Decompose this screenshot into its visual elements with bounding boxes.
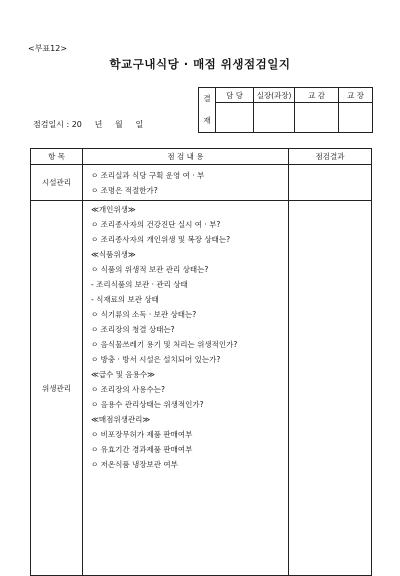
approval-header-manager: 실장(과장) [254, 88, 295, 103]
check-item: ㅇ 조리종사자의 건강진단 실시 여 · 부? [91, 220, 221, 229]
signature-cell-principal[interactable] [339, 103, 373, 133]
header-result: 점검결과 [289, 149, 372, 165]
check-item: ㅇ 식기류의 소독 · 보관 상태는? [91, 310, 197, 319]
check-item: - 조리식품의 보관 · 관리 상태 [91, 280, 188, 289]
check-item: ㅇ 저온식품 냉장보관 여부 [91, 460, 178, 469]
signature-cell-vice-principal[interactable] [295, 103, 339, 133]
attachment-label: <부표12> [28, 44, 68, 53]
approval-header-vice-principal: 교 감 [295, 88, 339, 103]
check-item: ㅇ 음식물쓰레기 용기 및 처리는 위생적인가? [91, 340, 238, 349]
document-title: 학교구내식당 · 매점 위생점검일지 [109, 57, 291, 71]
header-content: 점 검 내 용 [83, 149, 289, 165]
check-item: ≪개인위생≫ [91, 205, 136, 214]
check-item: ㅇ 조리종사자의 개인위생 및 복장 상태는? [91, 235, 231, 244]
check-item: ㅇ 조리장의 사용수는? [91, 385, 165, 394]
check-item: ㅇ 식품의 위생적 보관 관리 상태는? [91, 265, 209, 274]
approval-header-principal: 교 장 [339, 88, 373, 103]
check-item: ㅇ 음용수 관리상태는 위생적인가? [91, 400, 204, 409]
header-item: 항 목 [31, 149, 83, 165]
approval-side-char-1: 결 [203, 94, 211, 103]
category-hygiene: 위생관리 [31, 201, 83, 576]
check-item: ㅇ 유효기간 경과제품 판매여부 [91, 445, 193, 454]
check-item: ≪식품위생≫ [91, 250, 136, 259]
approval-side-label [199, 88, 216, 133]
approval-side-char-2: 재 [203, 116, 211, 125]
signature-cell-manager[interactable] [254, 103, 295, 133]
table-header-row [31, 149, 372, 165]
signature-cell-staff[interactable] [216, 103, 254, 133]
result-cell-hygiene[interactable] [289, 201, 372, 576]
check-item: ㅇ 조리실과 식당 구획 운영 여 · 부 [91, 170, 205, 180]
inspection-date: 점검일시 : 20 년 월 일 [33, 120, 144, 129]
check-item: - 식재료의 보관 상태 [91, 295, 159, 304]
check-item: ≪매점위생관리≫ [91, 415, 151, 424]
inspection-table [30, 148, 372, 576]
check-item: ㅇ 방충 · 방서 시설은 설치되어 있는가? [91, 355, 221, 364]
check-item: ㅇ 조명은 적절한가? [91, 185, 158, 195]
table-row-hygiene [31, 201, 372, 576]
approval-header-staff: 담 당 [216, 88, 254, 103]
items-hygiene [83, 201, 289, 576]
check-item: ㅇ 조리장의 청결 상태는? [91, 325, 175, 334]
check-item: ≪급수 및 음용수≫ [91, 370, 155, 379]
approval-box [198, 87, 373, 133]
category-facility: 시설관리 [31, 165, 83, 201]
items-facility [83, 165, 289, 201]
table-row-facility [31, 165, 372, 201]
check-item: ㅇ 비포장무허가 제품 판매여부 [91, 430, 193, 439]
result-cell-facility[interactable] [289, 165, 372, 201]
